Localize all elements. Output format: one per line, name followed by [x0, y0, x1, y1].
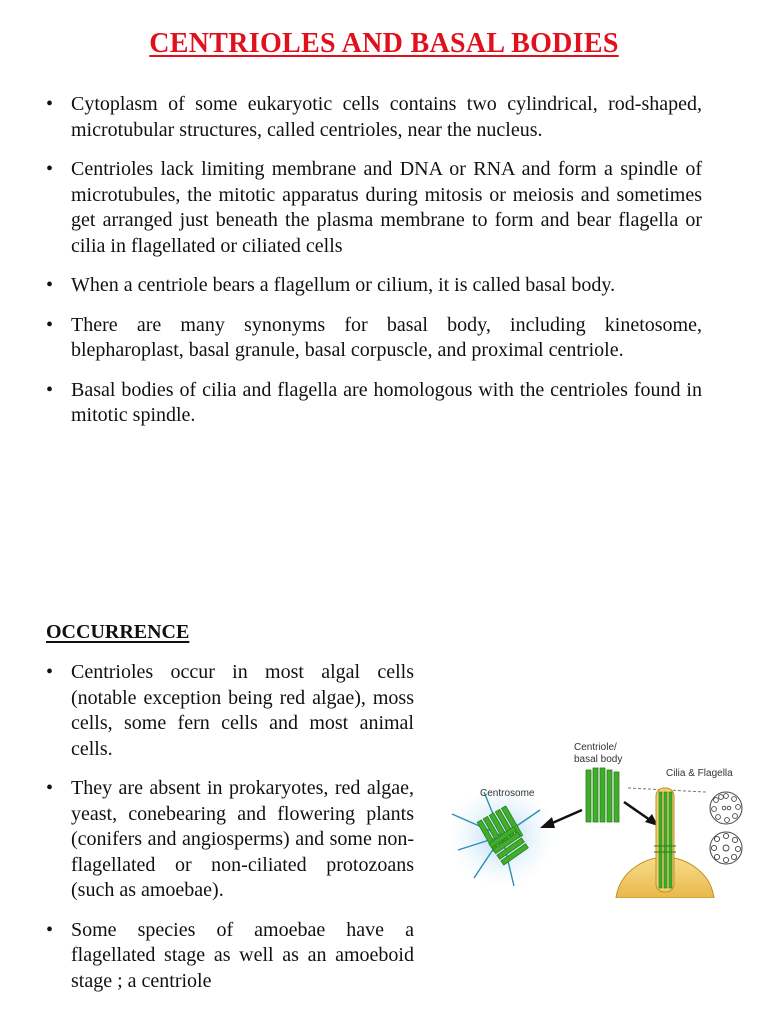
intro-bullet-list: [46, 92, 702, 443]
intro-bullet: • When a centriole bears a flagellum or cilium, it is called basal body.: [46, 273, 702, 299]
occurrence-bullet: • They are absent in prokaryotes, red algae, yeast, conebearing and flowering plants (conifers and angiosperms) and some non-flagellated or non-ciliated protozoans (such as amoebae).: [46, 776, 414, 904]
centriole-diagram: [444, 718, 764, 898]
occurrence-bullet: • Some species of amoebae have a flagellated stage as well as an amoeboid stage ; a centriole: [46, 918, 414, 995]
cross-section-triplets-icon: [710, 832, 742, 864]
cross-section-9plus2-icon: [710, 792, 742, 824]
page-title: CENTRIOLES AND BASAL BODIES: [149, 28, 619, 59]
arrow-to-cilium-icon: [624, 802, 658, 826]
centrosome-label: Centrosome: [480, 788, 535, 799]
centriole-label-line2: basal body: [574, 754, 623, 765]
isolated-centriole: [586, 768, 619, 822]
cilium-microtubules: [659, 792, 672, 888]
occurrence-bullet-list: [46, 660, 414, 1008]
intro-bullet: • There are many synonyms for basal body, including kinetosome, blepharoplast, basal granule, basal corpuscle, and proximal centriole.: [46, 313, 702, 364]
occurrence-heading: OCCURRENCE: [46, 621, 190, 643]
occurrence-bullet: • Centrioles occur in most algal cells (notable exception being red algae), moss cells, some fern cells and most animal cells.: [46, 660, 414, 762]
intro-bullet: • Centrioles lack limiting membrane and DNA or RNA and form a spindle of microtubules, the mitotic apparatus during mitosis or meiosis and sometimes get arranged just beneath the plasma membrane to form and bear flagella or cilia in flagellated or ciliated cells: [46, 157, 702, 259]
intro-bullet: • Cytoplasm of some eukaryotic cells contains two cylindrical, rod-shaped, microtubular structures, called centrioles, near the nucleus.: [46, 92, 702, 143]
intro-bullet: • Basal bodies of cilia and flagella are homologous with the centrioles found in mitotic spindle.: [46, 378, 702, 429]
cilia-flagella-label: Cilia & Flagella: [666, 768, 733, 779]
centriole-label-line1: Centriole/: [574, 742, 617, 753]
